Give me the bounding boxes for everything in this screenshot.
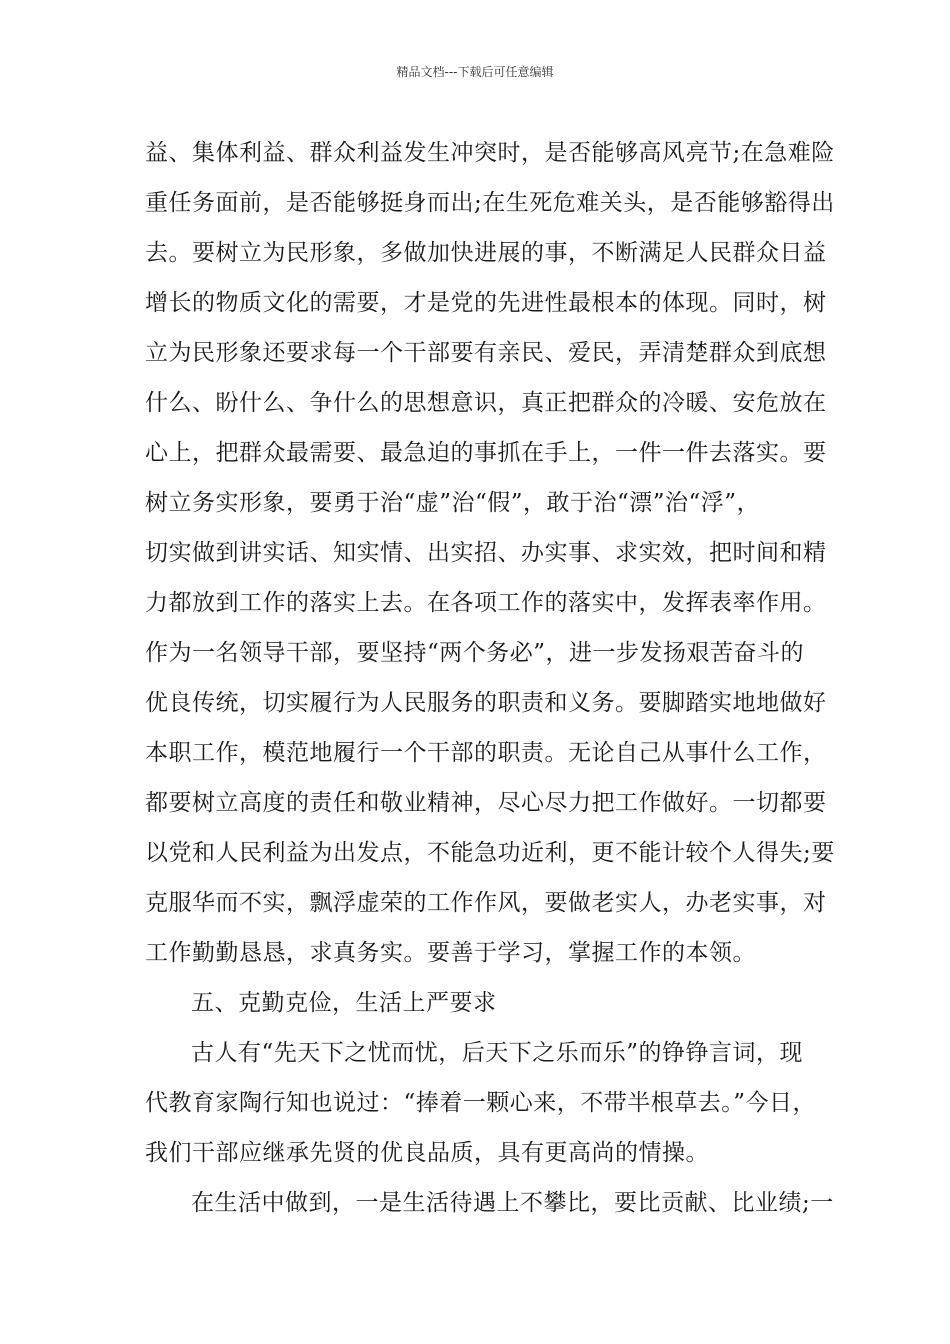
text-line: 树立务实形象，要勇于治“虚”治“假”，敢于治“漂”治“浮”， xyxy=(145,490,761,516)
text-line: 代教育家陶行知也说过：“捧着一颗心来，不带半根草去。”今日， xyxy=(145,1090,817,1116)
text-line: 增长的物质文化的需要，才是党的先进性最根本的体现。同时，树 xyxy=(145,290,827,316)
text-line: 力都放到工作的落实上去。在各项工作的落实中，发挥表率作用。 xyxy=(145,590,827,616)
paragraph-start-line: 在生活中做到，一是生活待遇上不攀比，要比贡献、比业绩;一 xyxy=(191,1190,834,1216)
text-line: 优良传统，切实履行为人民服务的职责和义务。要脚踏实地地做好 xyxy=(145,690,827,716)
text-line: 我们干部应继承先贤的优良品质，具有更高尚的情操。 xyxy=(145,1140,709,1166)
text-line: 益、集体利益、群众利益发生冲突时，是否能够高风亮节;在急难险 xyxy=(145,140,835,166)
text-line: 切实做到讲实话、知实情、出实招、办实事、求实效，把时间和精 xyxy=(145,540,827,566)
text-line: 心上，把群众最需要、最急迫的事抓在手上，一件一件去落实。要 xyxy=(145,440,827,466)
text-line: 什么、盼什么、争什么的思想意识，真正把群众的冷暖、安危放在 xyxy=(145,390,827,416)
text-line: 重任务面前，是否能够挺身而出;在生死危难关头，是否能够豁得出 xyxy=(145,190,835,216)
text-line: 工作勤勤恳恳，求真务实。要善于学习，掌握工作的本领。 xyxy=(145,940,756,966)
text-line: 克服华而不实，飘浮虚荣的工作作风，要做老实人，办老实事，对 xyxy=(145,890,827,916)
document-body xyxy=(145,128,835,1228)
text-line: 去。要树立为民形象，多做加快进展的事，不断满足人民群众日益 xyxy=(145,240,827,266)
paragraph-start-line: 古人有“先天下之忧而忧，后天下之乐而乐”的铮铮言词，现 xyxy=(191,1040,804,1066)
text-line: 本职工作，模范地履行一个干部的职责。无论自己从事什么工作， xyxy=(145,740,827,766)
page-header: 精品文档---下载后可任意编辑 xyxy=(396,65,554,79)
text-line: 立为民形象还要求每一个干部要有亲民、爱民，弄清楚群众到底想 xyxy=(145,340,827,366)
text-line: 作为一名领导干部，要坚持“两个务必”，进一步发扬艰苦奋斗的 xyxy=(145,640,805,666)
section-heading: 五、克勤克俭，生活上严要求 xyxy=(191,990,497,1016)
text-line: 都要树立高度的责任和敬业精神，尽心尽力把工作做好。一切都要 xyxy=(145,790,827,816)
text-line: 以党和人民利益为出发点，不能急功近利，更不能计较个人得失;要 xyxy=(145,840,835,866)
